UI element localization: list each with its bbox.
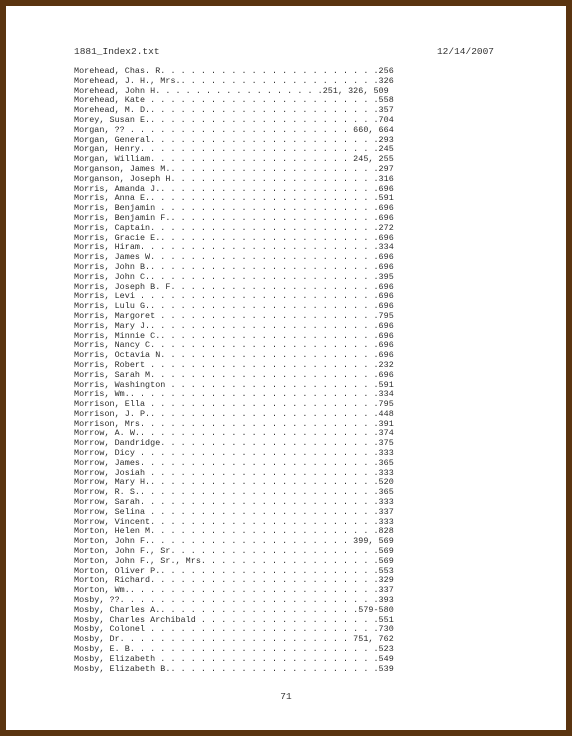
index-entry: Morris, Nancy C. . . . . . . . . . . . . . . . . . . . . . .696 [74, 340, 394, 351]
index-entry: Morgan, Henry. . . . . . . . . . . . . . . . . . . . . . . .245 [74, 144, 394, 155]
index-entry: Morris, Sarah M. . . . . . . . . . . . . . . . . . . . . . .696 [74, 369, 394, 380]
index-entry: Morrow, Dicy . . . . . . . . . . . . . . . . . . . . . . . .333 [74, 448, 394, 459]
index-entry: Morris, Wm.. . . . . . . . . . . . . . . . . . . . . . . . .334 [74, 389, 394, 400]
index-entry: Morehead, M. D.. . . . . . . . . . . . . . . . . . . . . . .357 [74, 105, 394, 116]
index-entry: Morris, Benjamin F.. . . . . . . . . . . . . . . . . . . . .696 [74, 212, 394, 223]
index-entry: Morris, Benjamin . . . . . . . . . . . . . . . . . . . . . .696 [74, 203, 394, 214]
index-entry: Morris, Robert . . . . . . . . . . . . . . . . . . . . . . .232 [74, 359, 394, 370]
index-entry: Morrow, Dandridge. . . . . . . . . . . . . . . . . . . . . .375 [74, 438, 394, 449]
index-entry: Morganson, Joseph H. . . . . . . . . . . . . . . . . . . . .316 [74, 173, 394, 184]
index-entry: Morrow, A. W.. . . . . . . . . . . . . . . . . . . . . . . .374 [74, 428, 394, 439]
index-entry: Morris, James W. . . . . . . . . . . . . . . . . . . . . . .696 [74, 252, 394, 263]
index-entry: Morton, Richard. . . . . . . . . . . . . . . . . . . . . . .329 [74, 575, 394, 586]
index-entry: Morrow, Selina . . . . . . . . . . . . . . . . . . . . . . .337 [74, 506, 394, 517]
index-entry: Morrow, James. . . . . . . . . . . . . . . . . . . . . . . .365 [74, 457, 394, 468]
index-entry: Mosby, Charles A.. . . . . . . . . . . . . . . . . . . .579-580 [74, 604, 394, 615]
index-entry: Morgan, General. . . . . . . . . . . . . . . . . . . . . . .293 [74, 134, 394, 145]
index-entry: Morris, Amanda J.. . . . . . . . . . . . . . . . . . . . . .696 [74, 183, 394, 194]
index-entry: Morris, Margoret . . . . . . . . . . . . . . . . . . . . . .795 [74, 310, 394, 321]
index-entry: Morton, Oliver P.. . . . . . . . . . . . . . . . . . . . . .553 [74, 565, 394, 576]
index-entry: Morris, John C.. . . . . . . . . . . . . . . . . . . . . . .395 [74, 271, 394, 282]
index-entry: Morrison, J. P.. . . . . . . . . . . . . . . . . . . . . . .448 [74, 408, 394, 419]
index-entry: Morrow, Vincent. . . . . . . . . . . . . . . . . . . . . . .333 [74, 516, 394, 527]
page-header [74, 46, 494, 57]
index-entry: Morris, Washington . . . . . . . . . . . . . . . . . . . . .591 [74, 379, 394, 390]
header-date: 12/14/2007 [436, 46, 494, 57]
index-entry: Morris, Lulu G.. . . . . . . . . . . . . . . . . . . . . . .696 [74, 301, 394, 312]
index-entry: Mosby, ??. . . . . . . . . . . . . . . . . . . . . . . . . .393 [74, 595, 394, 606]
index-entry: Morton, John F., Sr. . . . . . . . . . . . . . . . . . . . .569 [74, 546, 394, 557]
index-entry: Morehead, Chas. R. . . . . . . . . . . . . . . . . . . . . .256 [74, 66, 394, 76]
index-entry-list [74, 67, 394, 674]
index-entry: Morris, Mary J.. . . . . . . . . . . . . . . . . . . . . . .696 [74, 320, 394, 331]
index-entry: Morton, Wm.. . . . . . . . . . . . . . . . . . . . . . . . .337 [74, 585, 394, 596]
index-entry: Morrison, Mrs. . . . . . . . . . . . . . . . . . . . . . . .391 [74, 418, 394, 429]
index-entry: Morey, Susan E.. . . . . . . . . . . . . . . . . . . . . . .704 [74, 114, 394, 125]
index-entry: Mosby, Elizabeth . . . . . . . . . . . . . . . . . . . . . .549 [74, 653, 394, 664]
file-name: 1881_Index2.txt [74, 46, 160, 57]
index-entry: Morton, John F.. . . . . . . . . . . . . . . . . . . . 399, 569 [74, 536, 394, 547]
index-entry: Mosby, Colonel . . . . . . . . . . . . . . . . . . . . . . .730 [74, 624, 394, 635]
index-entry: Morgan, ?? . . . . . . . . . . . . . . . . . . . . . . 660, 664 [74, 124, 394, 135]
index-entry: Morris, Joseph B. F. . . . . . . . . . . . . . . . . . . . .696 [74, 281, 394, 292]
index-entry: Morrow, R. S.. . . . . . . . . . . . . . . . . . . . . . . .365 [74, 487, 394, 498]
index-entry: Morton, Helen M. . . . . . . . . . . . . . . . . . . . . . .828 [74, 526, 394, 537]
index-entry: Morris, John B.. . . . . . . . . . . . . . . . . . . . . . .696 [74, 261, 394, 272]
index-entry: Morris, Minnie C.. . . . . . . . . . . . . . . . . . . . . .696 [74, 330, 394, 341]
index-entry: Morrow, Josiah . . . . . . . . . . . . . . . . . . . . . . .333 [74, 467, 394, 478]
index-entry: Morris, Gracie E.. . . . . . . . . . . . . . . . . . . . . .696 [74, 232, 394, 243]
index-entry: Morrow, Mary H.. . . . . . . . . . . . . . . . . . . . . . .520 [74, 477, 394, 488]
index-entry: Mosby, E. B. . . . . . . . . . . . . . . . . . . . . . . . .523 [74, 644, 394, 655]
index-entry: Morton, John F., Sr., Mrs. . . . . . . . . . . . . . . . . .569 [74, 555, 394, 566]
index-entry: Morgan, William. . . . . . . . . . . . . . . . . . . . 245, 255 [74, 154, 394, 165]
index-entry: Morris, Hiram. . . . . . . . . . . . . . . . . . . . . . . .334 [74, 242, 394, 253]
index-entry: Mosby, Dr. . . . . . . . . . . . . . . . . . . . . . . 751, 762 [74, 634, 394, 645]
index-entry: Morris, Octavia N. . . . . . . . . . . . . . . . . . . . . .696 [74, 350, 394, 361]
index-entry: Morris, Levi . . . . . . . . . . . . . . . . . . . . . . . .696 [74, 291, 394, 302]
index-entry: Morrison, Ella . . . . . . . . . . . . . . . . . . . . . . .795 [74, 399, 394, 410]
index-entry: Morris, Captain. . . . . . . . . . . . . . . . . . . . . . .272 [74, 222, 394, 233]
index-entry: Mosby, Elizabeth B.. . . . . . . . . . . . . . . . . . . . .539 [74, 663, 394, 674]
index-entry: Morganson, James M.. . . . . . . . . . . . . . . . . . . . .297 [74, 163, 394, 174]
index-entry: Morris, Anna E.. . . . . . . . . . . . . . . . . . . . . . .591 [74, 193, 394, 204]
index-entry: Morehead, John H. . . . . . . . . . . . . . . . .251, 326, 509 [74, 85, 389, 96]
page-number: 71 [280, 691, 292, 702]
index-entry: Morehead, Kate . . . . . . . . . . . . . . . . . . . . . . .558 [74, 95, 394, 106]
index-entry: Morrow, Sarah. . . . . . . . . . . . . . . . . . . . . . . .333 [74, 497, 394, 508]
index-entry: Mosby, Charles Archibald . . . . . . . . . . . . . . . . . .551 [74, 614, 394, 625]
document-page [6, 6, 566, 730]
index-entry: Morehead, J. H., Mrs.. . . . . . . . . . . . . . . . . . . .326 [74, 75, 394, 86]
